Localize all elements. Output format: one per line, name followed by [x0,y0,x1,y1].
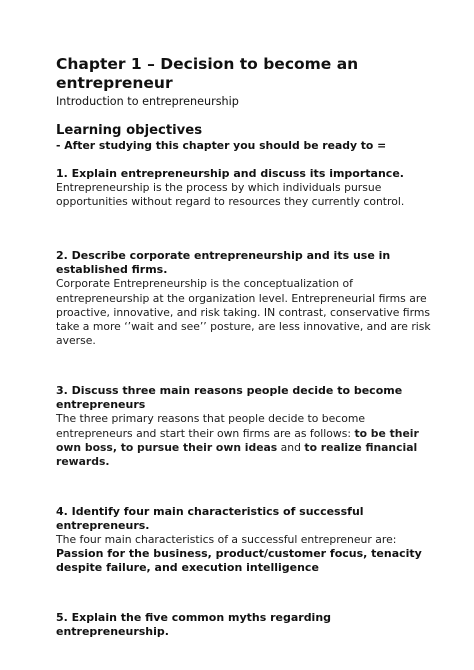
objective-3 [56,384,434,469]
learning-objectives-heading: Learning objectives [56,123,203,138]
objective-body: The four main characteristics of a successful entrepreneur are: [56,533,397,547]
objective-heading: 4. Identify four main characteristics of successful entrepreneurs. [56,505,364,533]
objective-2 [56,249,434,348]
objective-1 [56,167,434,209]
objective-emphasis: Passion for the business, product/customer focus, tenacity despite failure, and execution intelligence [56,547,422,575]
objective-body-text: The three primary reasons that people decide to become entrepreneurs and start their own firms are as follows: [56,412,366,440]
objective-heading: 5. Explain the five common myths regarding entrepreneurship. [56,611,332,639]
objective-body: Entrepreneurship is the process by which individuals pursue opportunities without regard to resources they currently control. [56,181,405,209]
objective-heading: 1. Explain entrepreneurship and discuss its importance. [56,167,404,180]
objective-body-bold: to be their own boss, to pursue their own ideas [56,426,419,454]
objective-5 [56,611,434,639]
objective-heading: 2. Describe corporate entrepreneurship and its use in established firms. [56,249,391,277]
objective-body: Corporate Entrepreneurship is the conceptualization of entrepreneurship at the organization level. Entrepreneurial firms are proactive, innovative, and risk taking. IN contrast, conservative firms take a more ‘’wait and see’’ posture, are less innovative, and are risk averse. [56,277,431,348]
chapter-intro: Introduction to entrepreneurship [56,95,239,108]
objective-4 [56,505,434,575]
objective-body [56,412,434,469]
objective-body-bold: to realize financial rewards. [56,440,418,469]
learning-objectives-subheading: - After studying this chapter you should be ready to = [56,139,387,152]
objective-heading: 3. Discuss three main reasons people decide to become entrepreneurs [56,384,403,412]
objective-body-text: and [277,440,305,454]
chapter-title: Chapter 1 – Decision to become an entrepreneur [56,55,359,92]
